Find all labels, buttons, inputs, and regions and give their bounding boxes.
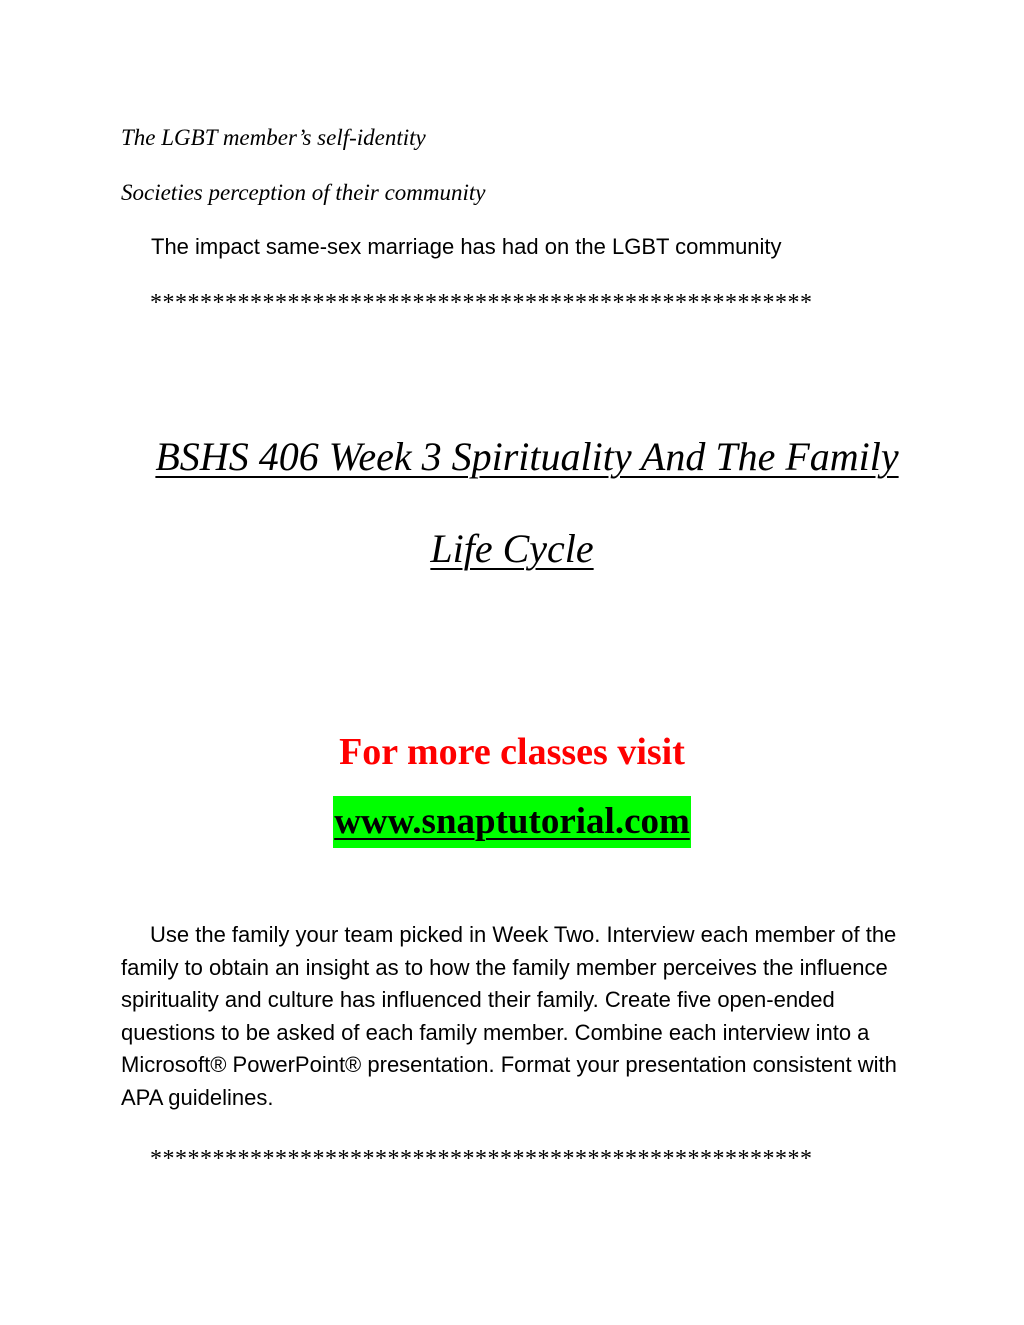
snaptutorial-link[interactable]: www.snaptutorial.com: [333, 796, 691, 848]
objective-society-perception: Societies perception of their community: [121, 180, 486, 205]
objective-self-identity: The LGBT member’s self-identity: [121, 125, 426, 150]
objective-same-sex-marriage-impact: The impact same-sex marriage has had on the LGBT community: [151, 234, 782, 259]
assignment-description: Use the family your team picked in Week Two. Interview each member of the family to obtain an insight as to how the family member perceives the influence spirituality and culture has influenced their family. Create five open-ended questions to be asked of each family member. Combine each interview into a Microsoft® PowerPoint® presentation. Format your presentation consistent with APA guidelines.: [121, 922, 897, 1110]
page-title-line1: BSHS 406 Week 3 Spirituality And The Family: [155, 434, 899, 479]
separator-top: *****************************************************: [150, 290, 813, 316]
promo-link-container: [0, 796, 1024, 848]
separator-bottom: *****************************************************: [150, 1146, 813, 1172]
page-title-line2: Life Cycle: [430, 526, 594, 571]
promo-heading: For more classes visit: [339, 731, 685, 773]
